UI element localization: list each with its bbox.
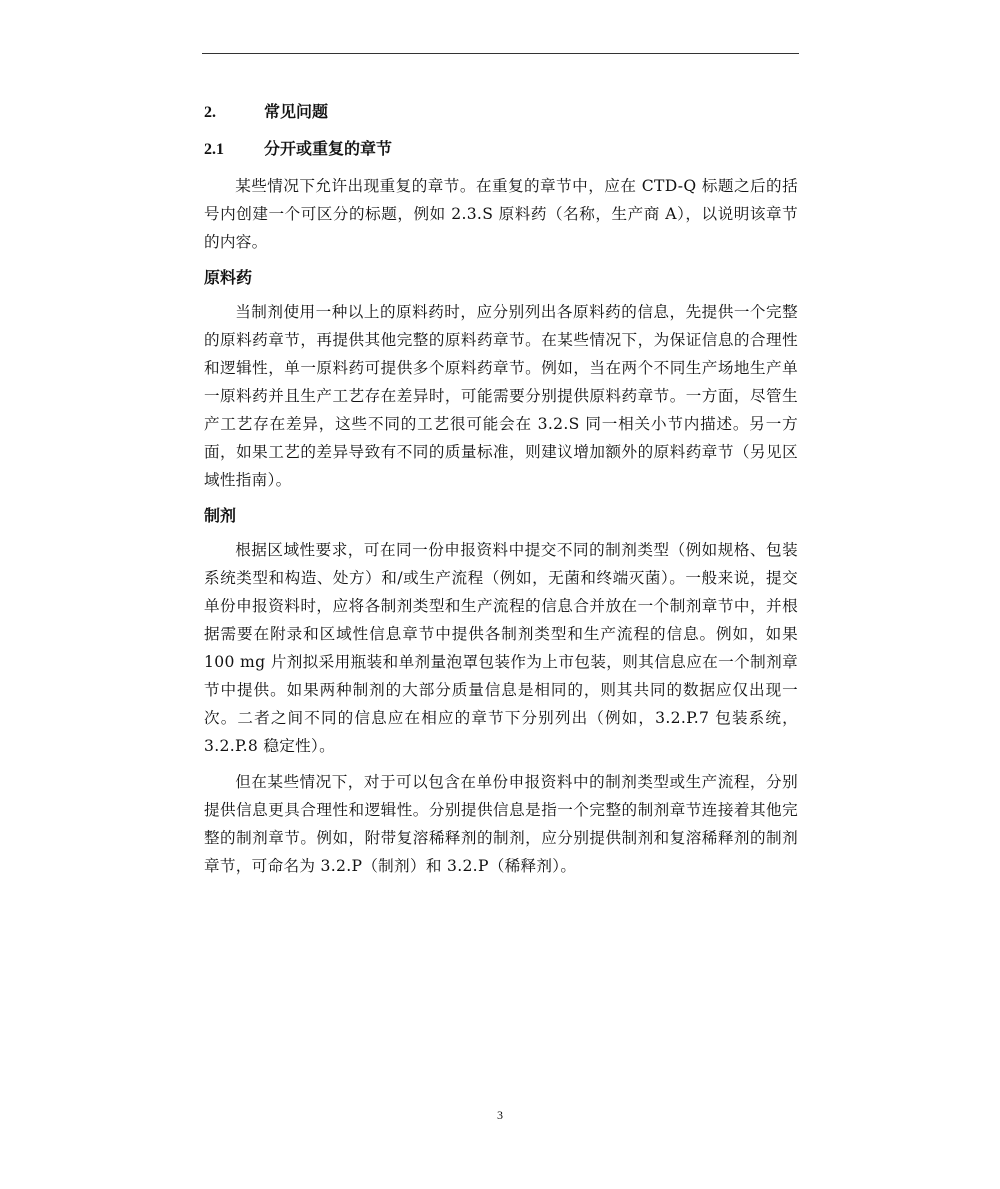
section-heading — [204, 98, 798, 127]
header-rule — [202, 53, 799, 54]
drug-substance-paragraph: 当制剂使用一种以上的原料药时，应分别列出各原料药的信息，先提供一个完整的原料药章节，再提供其他完整的原料药章节。在某些情况下，为保证信息的合理性和逻辑性，单一原料药可提供多个原料药章节。例如，当在两个不同生产场地生产单一原料药并且生产工艺存在差异时，可能需要分别提供原料药章节。一方面，尽管生产工艺存在差异，这些不同的工艺很可能会在 3.2.S 同一相关小节内描述。另一方面，如果工艺的差异导致有不同的质量标准，则建议增加额外的原料药章节（另见区域性指南）。 — [204, 303, 798, 489]
drug-product-heading: 制剂 — [204, 506, 237, 525]
section-title: 常见问题 — [264, 102, 329, 121]
document-body — [204, 98, 798, 888]
subsection-heading — [204, 135, 798, 164]
subsection-number: 2.1 — [204, 141, 224, 158]
section-number: 2. — [204, 104, 216, 121]
subsection-title: 分开或重复的章节 — [264, 139, 393, 158]
page-number: 3 — [497, 1108, 503, 1122]
drug-product-paragraph-2: 但在某些情况下，对于可以包含在单份申报资料中的制剂类型或生产流程，分别提供信息更具合理性和逻辑性。分别提供信息是指一个完整的制剂章节连接着其他完整的制剂章节。例如，附带复溶稀释剂的制剂，应分别提供制剂和复溶稀释剂的制剂章节，可命名为 3.2.P（制剂）和 3.2.P（稀释剂）。 — [204, 773, 798, 875]
drug-substance-heading: 原料药 — [204, 268, 253, 287]
drug-product-paragraph-1: 根据区域性要求，可在同一份申报资料中提交不同的制剂类型（例如规格、包装系统类型和构造、处方）和/或生产流程（例如，无菌和终端灭菌）。一般来说，提交单份申报资料时，应将各制剂类型和生产流程的信息合并放在一个制剂章节中，并根据需要在附录和区域性信息章节中提供各制剂类型和生产流程的信息。例如，如果 100 mg 片剂拟采用瓶装和单剂量泡罩包装作为上市包装，则其信息应在一个制剂章节中提供。如果两种制剂的大部分质量信息是相同的，则其共同的数据应仅出现一次。二者之间不同的信息应在相应的章节下分别列出（例如，3.2.P.7 包装系统，3.2.P.8 稳定性）。 — [204, 541, 798, 755]
intro-paragraph: 某些情况下允许出现重复的章节。在重复的章节中，应在 CTD-Q 标题之后的括号内创建一个可区分的标题，例如 2.3.S 原料药（名称，生产商 A），以说明该章节的内容。 — [204, 177, 798, 251]
